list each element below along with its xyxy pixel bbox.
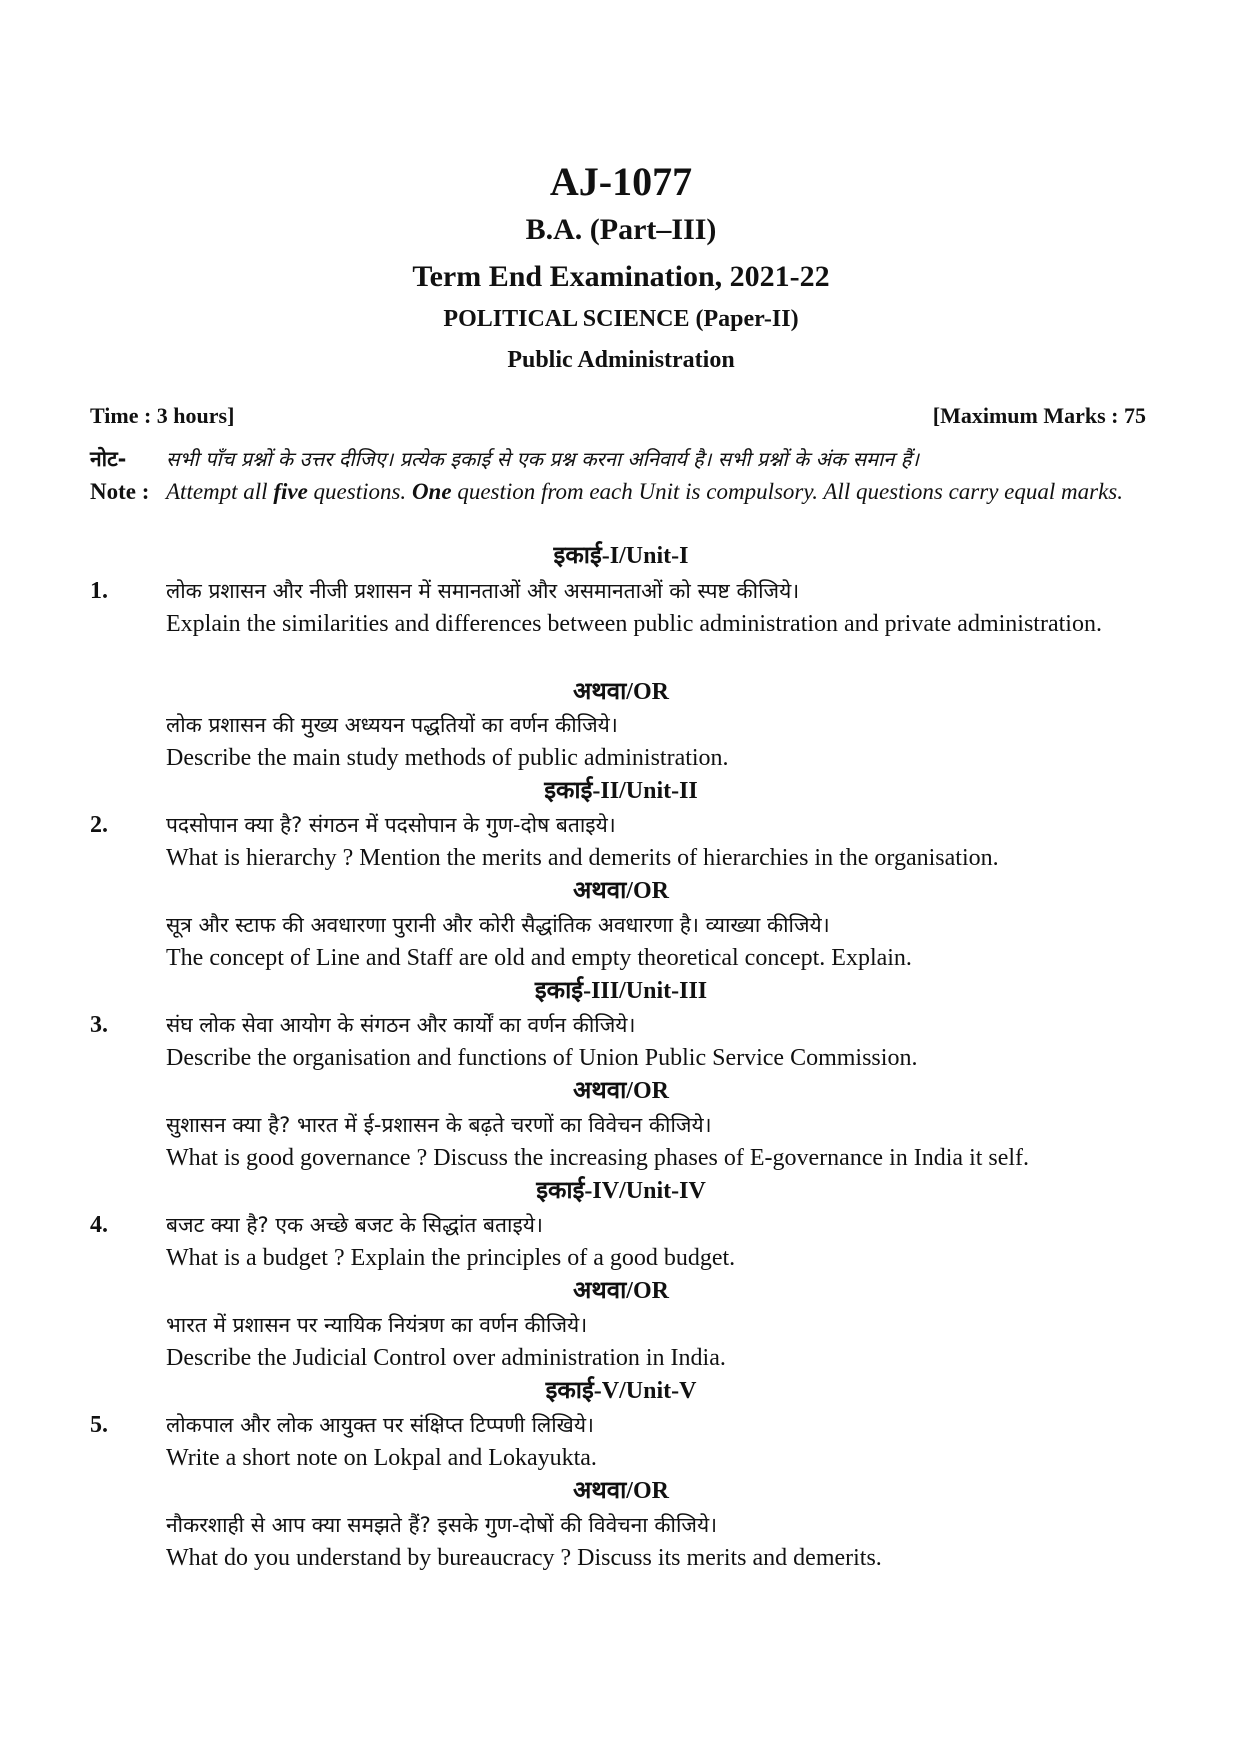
- question-number: 3.: [90, 1012, 108, 1038]
- question-english: Describe the organisation and functions of Union Public Service Commission.: [166, 1045, 918, 1071]
- note-english-text: Attempt all five questions. One question from each Unit is compulsory. All questions carry equal marks.: [166, 479, 1123, 504]
- note-hindi: [90, 443, 1146, 476]
- or-divider: अथवा/OR: [573, 1278, 669, 1304]
- question-hindi-alt: लोक प्रशासन की मुख्य अध्ययन पद्धतियों का वर्णन कीजिये।: [166, 713, 618, 737]
- question-english: What is hierarchy ? Mention the merits and demerits of hierarchies in the organisation.: [166, 845, 999, 871]
- question-hindi-alt: सुशासन क्या है? भारत में ई-प्रशासन के बढ़ते चरणों का विवेचन कीजिये।: [166, 1113, 712, 1137]
- question-english-alt: The concept of Line and Staff are old and empty theoretical concept. Explain.: [166, 945, 912, 971]
- unit-heading: इकाई-III/Unit-III: [534, 978, 708, 1004]
- question-english-alt: Describe the Judicial Control over administration in India.: [166, 1345, 726, 1371]
- unit-heading: इकाई-IV/Unit-IV: [536, 1178, 706, 1204]
- time-allowed: Time : 3 hours]: [90, 403, 235, 428]
- question-number: 1.: [90, 578, 108, 604]
- question-hindi: संघ लोक सेवा आयोग के संगठन और कार्यों का वर्णन कीजिये।: [166, 1013, 636, 1037]
- maximum-marks: [Maximum Marks : 75: [932, 403, 1146, 428]
- question-hindi: पदसोपान क्या है? संगठन में पदसोपान के गुण-दोष बताइये।: [166, 813, 616, 837]
- unit-heading: इकाई-I/Unit-I: [553, 543, 689, 569]
- note-hindi-text: सभी पाँच प्रश्नों के उत्तर दीजिए। प्रत्येक इकाई से एक प्रश्न करना अनिवार्य है। सभी प्रश्नों के अंक समान हैं।: [166, 447, 919, 471]
- question-number: 4.: [90, 1212, 108, 1238]
- question-hindi-alt: सूत्र और स्टाफ की अवधारणा पुरानी और कोरी सैद्धांतिक अवधारणा है। व्याख्या कीजिये।: [166, 913, 830, 937]
- subject-title: POLITICAL SCIENCE (Paper-II): [443, 306, 799, 332]
- question-english: What is a budget ? Explain the principles of a good budget.: [166, 1245, 736, 1271]
- paper-title: Public Administration: [507, 347, 735, 373]
- question-number: 2.: [90, 812, 108, 838]
- exam-title: Term End Examination, 2021-22: [412, 260, 830, 293]
- question-english: Explain the similarities and differences between public administration and private administration.: [166, 611, 1102, 637]
- course-title: B.A. (Part–III): [525, 213, 717, 246]
- question-hindi: लोकपाल और लोक आयुक्त पर संक्षिप्त टिप्पणी लिखिये।: [166, 1413, 595, 1437]
- paper-code: AJ-1077: [549, 159, 693, 204]
- question-hindi: बजट क्या है? एक अच्छे बजट के सिद्धांत बताइये।: [166, 1213, 543, 1237]
- question-english-alt: Describe the main study methods of public administration.: [166, 745, 729, 771]
- question-hindi-alt: भारत में प्रशासन पर न्यायिक नियंत्रण का वर्णन कीजिये।: [166, 1313, 588, 1337]
- question-hindi: लोक प्रशासन और नीजी प्रशासन में समानताओं और असमानताओं को स्पष्ट कीजिये।: [166, 579, 800, 603]
- or-divider: अथवा/OR: [573, 679, 669, 705]
- or-divider: अथवा/OR: [573, 878, 669, 904]
- or-divider: अथवा/OR: [573, 1478, 669, 1504]
- note-hindi-label: नोट-: [90, 447, 127, 471]
- question-english-alt: What is good governance ? Discuss the increasing phases of E-governance in India it self.: [166, 1145, 1030, 1171]
- question-hindi-alt: नौकरशाही से आप क्या समझते हैं? इसके गुण-दोषों की विवेचना कीजिये।: [166, 1513, 718, 1537]
- unit-heading: इकाई-V/Unit-V: [545, 1378, 697, 1404]
- or-divider: अथवा/OR: [573, 1078, 669, 1104]
- question-english-alt: What do you understand by bureaucracy ? Discuss its merits and demerits.: [166, 1545, 882, 1571]
- note-english: [90, 475, 1146, 508]
- question-number: 5.: [90, 1412, 108, 1438]
- note-english-label: Note :: [90, 479, 150, 504]
- question-english: Write a short note on Lokpal and Lokayukta.: [166, 1445, 597, 1471]
- unit-heading: इकाई-II/Unit-II: [544, 778, 698, 804]
